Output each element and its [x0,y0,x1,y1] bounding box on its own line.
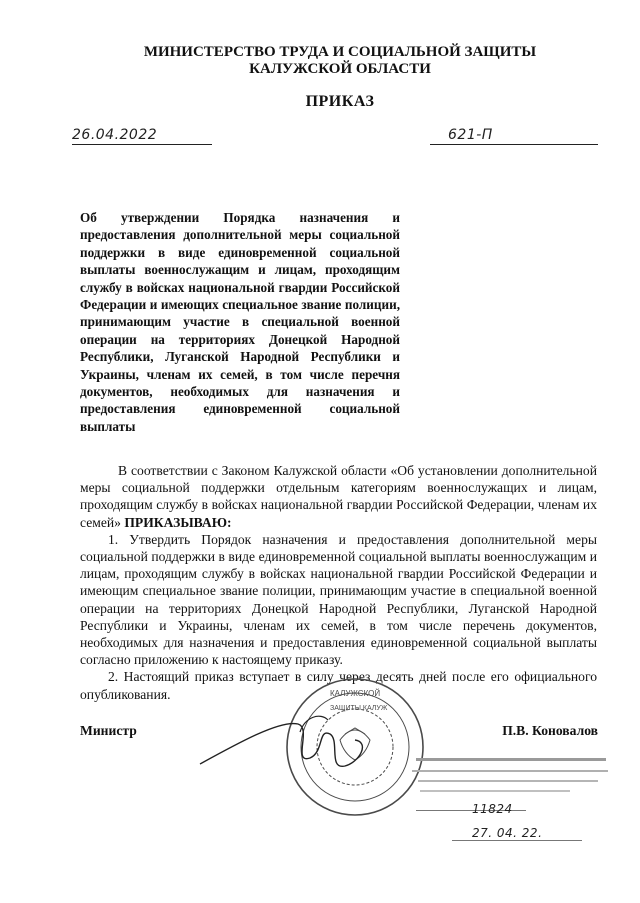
ministry-header [80,44,600,78]
item-1: 1. Утвердить Порядок назначения и предоставления дополнительной меры социальной поддержки в виде единовременной социальной выплаты военнослужащим и лицам, проходящим службу в войсках национальной гвардии Российской Федерации и имеющим специальное звание полиции, принимающим участие в специальной военной операции на территориях Донецкой Народной Республики, Луганской Народной Республики и Украины, членам их семей, в том числе перечень документов, необходимых для назначения и предоставления единовременной социальной выплаты согласно приложению к настоящему приказу. [80,531,597,668]
signatory-position: Министр [80,723,137,738]
reg-faded-line-4 [420,790,570,792]
order-number: 621-П [448,127,493,143]
order-date-line [72,126,212,145]
order-date: 26.04.2022 [72,127,158,143]
stamp-top-text: КАЛУЖСКОЙ [330,689,381,698]
stamp-inner-text: ЗАЩИТЫ КАЛУЖ [330,705,388,712]
item-2: 2. Настоящий приказ вступает в силу через десять дней после его официального опубликования. [80,669,597,702]
order-number-line [430,126,598,145]
registration-stamp [412,752,612,857]
order-word: ПРИКАЗЫВАЮ: [124,514,232,530]
reg-faded-line-1 [416,758,606,761]
reg-date-line [452,840,582,841]
preamble-text: В соответствии с Законом Калужской области «Об установлении дополнительной меры социальной поддержки отдельным категориям военнослужащих и лицам, проходящим службу в войсках национальной гвардии Российской Федерации, членам их семей» [80,463,597,530]
preamble-paragraph [80,462,597,531]
document-type-title: ПРИКАЗ [305,93,375,110]
official-stamp [287,679,423,815]
registration-number: 11824 [472,802,513,816]
signature-stroke [200,724,362,767]
reg-faded-line-3 [418,780,598,782]
stamp-and-signature [180,672,440,822]
order-body [80,462,597,703]
ministry-name-line2: КАЛУЖСКОЙ ОБЛАСТИ [249,61,431,77]
reg-faded-line-2 [412,770,608,772]
ministry-name-line1: МИНИСТЕРСТВО ТРУДА И СОЦИАЛЬНОЙ ЗАЩИТЫ [143,44,537,60]
signatory-name: П.В. Коновалов [502,723,598,738]
order-subject: Об утверждении Порядка назначения и предоставления дополнительной меры социальной поддержки в виде единовременной социальной выплаты военнослужащим и лицам, проходящим службу в войсках национальной гвардии Российской Федерации и имеющих специальное звание полиции, принимающим участие в специальной военной операции на территориях Донецкой Народной Республики, Луганской Народной Республики и Украины, членам их семей, в том числе перечня документов, необходимых для назначения и предоставления единовременной социальной выплаты [80,210,400,434]
registration-date: 27. 04. 22. [472,826,543,840]
